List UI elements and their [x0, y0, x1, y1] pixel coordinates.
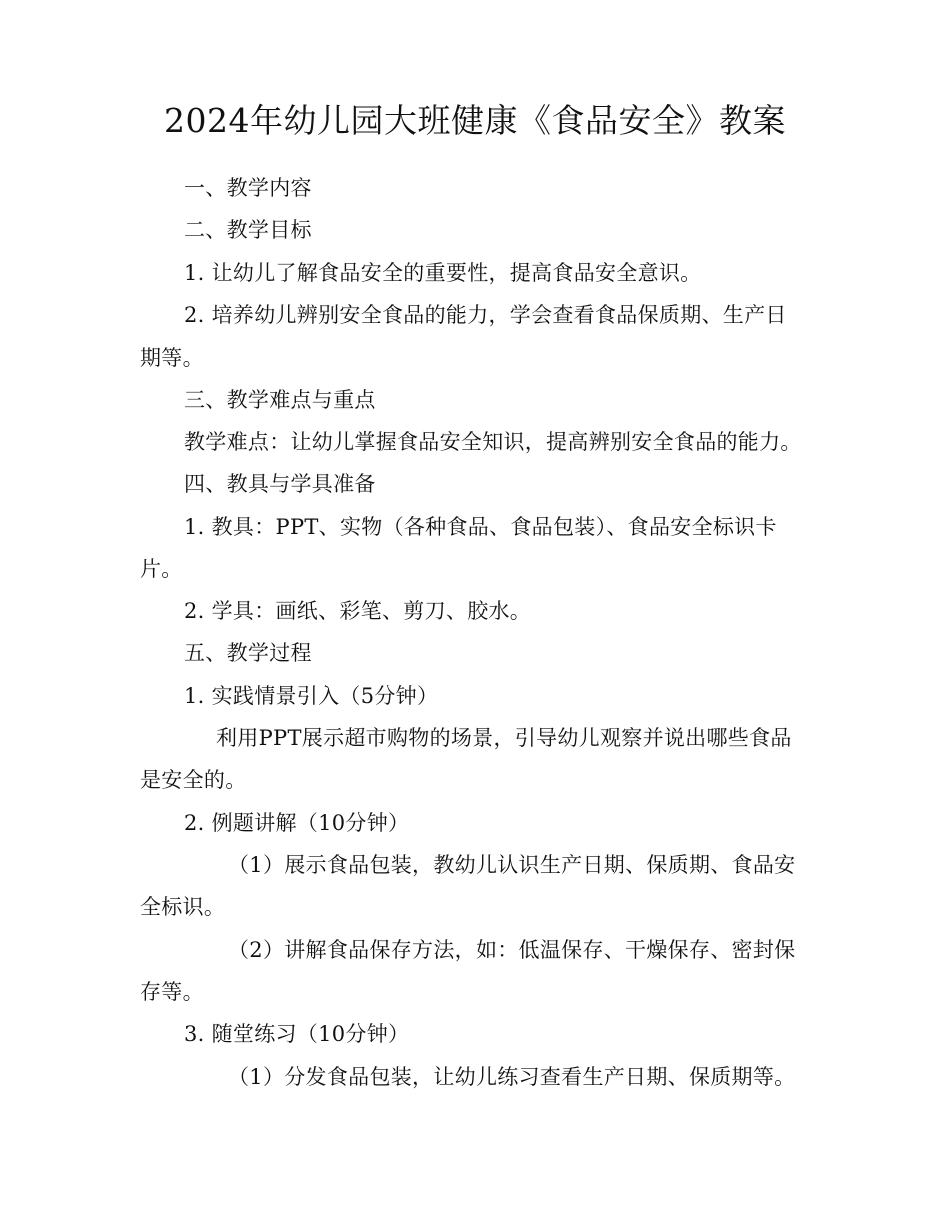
goal-item-2: 2. 培养幼儿辨别安全食品的能力，学会查看食品保质期、生产日	[184, 303, 787, 327]
section-heading-materials: 四、教具与学具准备	[184, 472, 376, 496]
process-step-1: 1. 实践情景引入（5分钟）	[184, 684, 439, 708]
section-heading-difficulties: 三、教学难点与重点	[184, 388, 376, 412]
process-step-2: 2. 例题讲解（10分钟）	[184, 811, 410, 835]
process-step-3-item-1: （1）分发食品包装，让幼儿练习查看生产日期、保质期等。	[228, 1065, 796, 1089]
goal-item-2-continued: 期等。	[140, 346, 204, 370]
document-title: 2024年幼儿园大班健康《食品安全》教案	[164, 101, 786, 140]
materials-item-1-continued: 片。	[140, 557, 183, 581]
goal-item-1: 1. 让幼儿了解食品安全的重要性，提高食品安全意识。	[184, 261, 702, 285]
process-step-1-description-continued: 是安全的。	[140, 768, 247, 792]
materials-item-2: 2. 学具：画纸、彩笔、剪刀、胶水。	[184, 599, 532, 623]
process-step-3: 3. 随堂练习（10分钟）	[184, 1022, 410, 1046]
section-heading-process: 五、教学过程	[184, 641, 312, 665]
process-step-1-description: 利用PPT展示超市购物的场景，引导幼儿观察并说出哪些食品	[216, 726, 792, 750]
materials-item-1: 1. 教具：PPT、实物（各种食品、食品包装）、食品安全标识卡	[184, 515, 777, 539]
process-step-2-item-2-continued: 存等。	[140, 980, 204, 1004]
process-step-2-item-1-continued: 全标识。	[140, 895, 226, 919]
process-step-2-item-1: （1）展示食品包装，教幼儿认识生产日期、保质期、食品安	[228, 853, 796, 877]
process-step-2-item-2: （2）讲解食品保存方法，如：低温保存、干燥保存、密封保	[228, 938, 796, 962]
section-heading-teaching-goals: 二、教学目标	[184, 218, 312, 242]
section-heading-teaching-content: 一、教学内容	[184, 176, 312, 200]
difficulty-text: 教学难点：让幼儿掌握食品安全知识，提高辨别安全食品的能力。	[184, 430, 802, 454]
